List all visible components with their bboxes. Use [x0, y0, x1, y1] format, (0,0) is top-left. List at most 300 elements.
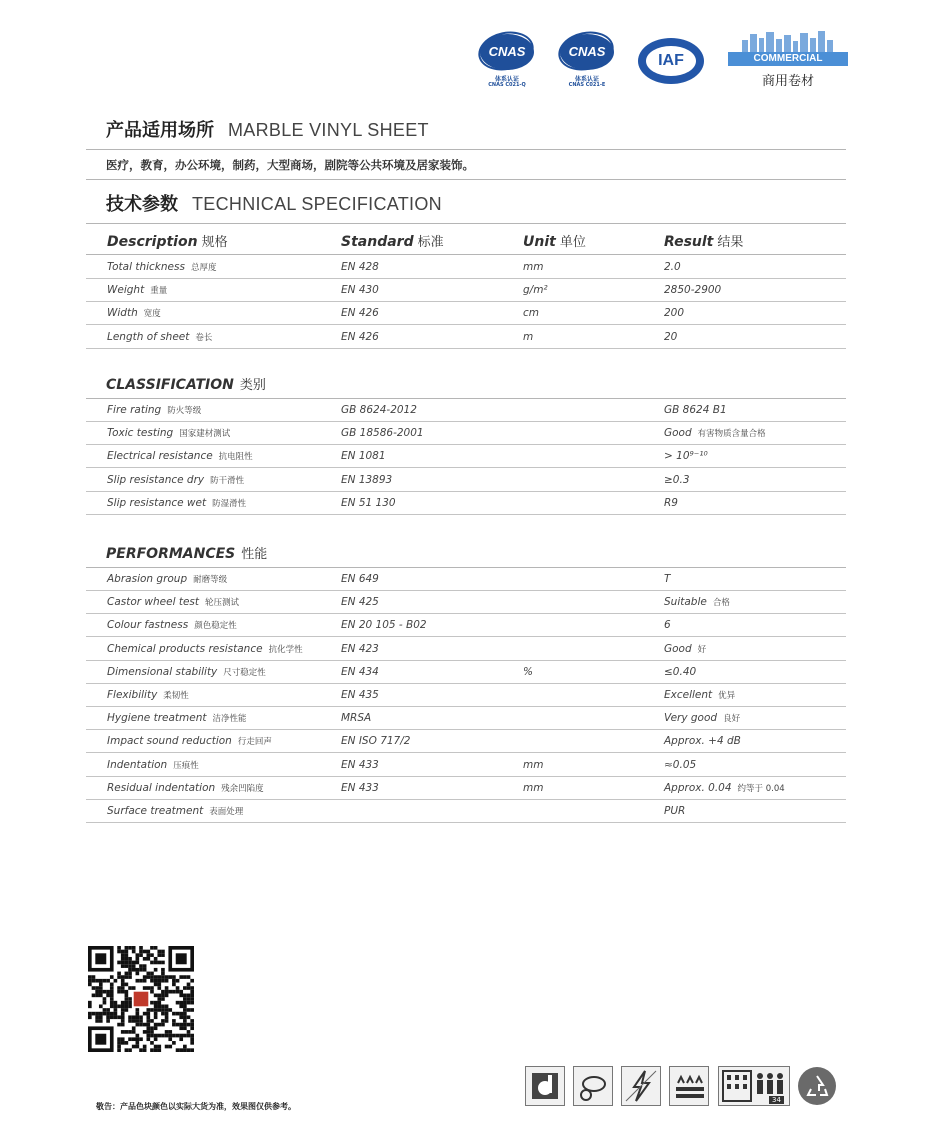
- table-row: [86, 777, 846, 800]
- qr-module: [157, 1045, 161, 1049]
- qr-module: [157, 997, 161, 1001]
- iaf-mark: IAF: [646, 46, 696, 76]
- qr-finder: [176, 953, 187, 964]
- qr-module: [157, 986, 161, 990]
- qr-module: [125, 1001, 129, 1005]
- qr-module: [125, 950, 129, 954]
- qr-module: [154, 1015, 158, 1019]
- qr-module: [157, 975, 161, 979]
- row-result: 2.0: [664, 261, 681, 273]
- qr-logo: [134, 992, 149, 1007]
- qr-module: [128, 1015, 132, 1019]
- qr-module: [99, 1004, 103, 1008]
- antistatic-icon: [621, 1066, 661, 1106]
- row-result: ≈0.05: [664, 758, 697, 771]
- row-result: Approx. 0.04 约等于 0.04: [664, 781, 785, 794]
- qr-module: [132, 946, 136, 950]
- qr-module: [128, 957, 132, 961]
- row-unit: mm: [523, 261, 544, 273]
- qr-module: [179, 994, 183, 998]
- qr-module: [117, 990, 121, 994]
- qr-module: [128, 968, 132, 972]
- qr-module: [114, 1008, 118, 1012]
- table-row: [86, 279, 846, 302]
- qr-module: [136, 1008, 140, 1012]
- qr-module: [125, 1041, 129, 1045]
- qr-module: [157, 983, 161, 987]
- qr-module: [106, 990, 110, 994]
- qr-module: [165, 990, 169, 994]
- header-unit: Unit 单位: [523, 234, 586, 250]
- classification-title: CLASSIFICATION 类别: [106, 377, 266, 393]
- row-unit: m: [523, 330, 534, 343]
- qr-module: [172, 1041, 176, 1045]
- qr-module: [128, 964, 132, 968]
- qr-module: [110, 1001, 114, 1005]
- qr-module: [154, 968, 158, 972]
- qr-module: [128, 946, 132, 950]
- qr-module: [161, 950, 165, 954]
- qr-module: [136, 961, 140, 965]
- commercial-logo: [728, 30, 848, 90]
- qr-module: [106, 1012, 110, 1016]
- qr-module: [146, 975, 150, 979]
- qr-module: [190, 1041, 194, 1045]
- qr-module: [117, 1048, 121, 1052]
- row-description: Weight 重量: [107, 284, 168, 297]
- qr-module: [143, 964, 147, 968]
- qr-module: [103, 979, 107, 983]
- qr-module: [143, 1023, 147, 1027]
- qr-module: [143, 979, 147, 983]
- row-standard: MRSA: [341, 712, 372, 725]
- qr-module: [106, 979, 110, 983]
- stacking-icon: [669, 1066, 709, 1106]
- qr-module: [183, 1026, 187, 1030]
- qr-module: [99, 1019, 103, 1023]
- qr-module: [187, 1023, 191, 1027]
- row-unit: mm: [523, 781, 544, 794]
- qr-module: [114, 1001, 118, 1005]
- qr-module: [146, 1034, 150, 1038]
- qr-module: [121, 1001, 125, 1005]
- row-standard: EN 433: [341, 758, 379, 771]
- qr-module: [146, 957, 150, 961]
- qr-module: [179, 1023, 183, 1027]
- qr-module: [92, 979, 96, 983]
- qr-module: [146, 986, 150, 990]
- row-description: Dimensional stability 尺寸稳定性: [107, 665, 266, 678]
- qr-module: [183, 1034, 187, 1038]
- qr-module: [146, 972, 150, 976]
- qr-module: [132, 1015, 136, 1019]
- qr-module: [146, 1030, 150, 1034]
- qr-module: [121, 986, 125, 990]
- qr-module: [114, 1004, 118, 1008]
- qr-module: [136, 1012, 140, 1016]
- castor-chair-icon: [573, 1066, 613, 1106]
- qr-module: [121, 1030, 125, 1034]
- qr-module: [161, 953, 165, 957]
- qr-module: [139, 946, 143, 950]
- divider: [86, 179, 846, 180]
- qr-module: [88, 1001, 92, 1005]
- qr-module: [146, 950, 150, 954]
- commercial-label: COMMERCIAL: [728, 52, 848, 66]
- table-row: [86, 568, 846, 591]
- qr-module: [121, 961, 125, 965]
- row-unit: %: [523, 665, 533, 678]
- qr-module: [154, 961, 158, 965]
- qr-module: [121, 983, 125, 987]
- row-result: Excellent 优异: [664, 689, 736, 701]
- qr-module: [183, 986, 187, 990]
- divider: [86, 223, 846, 224]
- cnas-e-logo: [558, 32, 618, 92]
- qr-module: [121, 1019, 125, 1023]
- qr-module: [106, 994, 110, 998]
- qr-module: [154, 1045, 158, 1049]
- qr-module: [110, 1012, 114, 1016]
- qr-module: [132, 968, 136, 972]
- qr-module: [95, 986, 99, 990]
- qr-module: [165, 1004, 169, 1008]
- qr-module: [157, 1034, 161, 1038]
- qr-module: [99, 979, 103, 983]
- qr-module: [139, 1048, 143, 1052]
- table-row: [86, 754, 846, 777]
- cnas-q-logo: [478, 32, 538, 92]
- qr-module: [183, 1015, 187, 1019]
- qr-module: [125, 990, 129, 994]
- qr-module: [139, 1023, 143, 1027]
- qr-module: [92, 994, 96, 998]
- qr-module: [146, 1012, 150, 1016]
- qr-module: [187, 986, 191, 990]
- row-description: Width 宽度: [107, 307, 161, 320]
- class-badge: 34: [769, 1096, 784, 1104]
- qr-module: [157, 1001, 161, 1005]
- qr-module: [154, 983, 158, 987]
- qr-module: [117, 1037, 121, 1041]
- qr-module: [150, 953, 154, 957]
- qr-module: [114, 1015, 118, 1019]
- qr-module: [183, 1001, 187, 1005]
- qr-module: [121, 1037, 125, 1041]
- qr-module: [132, 964, 136, 968]
- qr-module: [172, 983, 176, 987]
- qr-module: [168, 975, 172, 979]
- qr-module: [106, 1008, 110, 1012]
- iaf-logo: [638, 38, 704, 84]
- qr-module: [99, 994, 103, 998]
- qr-module: [190, 1001, 194, 1005]
- qr-module: [161, 1034, 165, 1038]
- qr-module: [172, 1019, 176, 1023]
- row-unit: cm: [523, 307, 540, 320]
- row-standard: EN 423: [341, 642, 379, 655]
- qr-module: [136, 968, 140, 972]
- qr-module: [150, 975, 154, 979]
- qr-module: [117, 986, 121, 990]
- qr-module: [128, 1004, 132, 1008]
- qr-module: [132, 1019, 136, 1023]
- table-row: [86, 591, 846, 614]
- qr-module: [143, 957, 147, 961]
- qr-module: [165, 994, 169, 998]
- qr-module: [150, 1026, 154, 1030]
- qr-module: [110, 983, 114, 987]
- qr-module: [179, 1015, 183, 1019]
- qr-module: [179, 990, 183, 994]
- row-standard: EN 20 105 - B02: [341, 619, 427, 632]
- row-description: Castor wheel test 轮压测试: [107, 596, 240, 609]
- qr-module: [125, 1008, 129, 1012]
- table-row: [86, 326, 846, 349]
- qr-module: [157, 950, 161, 954]
- qr-module: [92, 975, 96, 979]
- qr-module: [136, 1034, 140, 1038]
- table-row: [86, 422, 846, 445]
- qr-module: [190, 1048, 194, 1052]
- qr-module: [146, 1015, 150, 1019]
- qr-module: [168, 1037, 172, 1041]
- qr-module: [168, 1034, 172, 1038]
- qr-module: [128, 1001, 132, 1005]
- qr-module: [154, 975, 158, 979]
- qr-module: [132, 1037, 136, 1041]
- qr-module: [128, 997, 132, 1001]
- cnas-e-line2: CNAS C021-E: [568, 82, 606, 88]
- qr-module: [125, 997, 129, 1001]
- qr-module: [150, 1030, 154, 1034]
- qr-module: [183, 1023, 187, 1027]
- qr-module: [150, 1008, 154, 1012]
- qr-module: [114, 979, 118, 983]
- qr-module: [190, 1026, 194, 1030]
- qr-module: [146, 1019, 150, 1023]
- row-description: Slip resistance dry 防干滑性: [107, 473, 245, 486]
- qr-module: [110, 994, 114, 998]
- qr-module: [190, 994, 194, 998]
- qr-module: [121, 953, 125, 957]
- row-result: T: [664, 573, 671, 585]
- qr-module: [146, 1026, 150, 1030]
- qr-module: [165, 1019, 169, 1023]
- qr-module: [150, 1019, 154, 1023]
- qr-module: [136, 1023, 140, 1027]
- qr-module: [103, 1012, 107, 1016]
- qr-module: [190, 1034, 194, 1038]
- qr-module: [161, 968, 165, 972]
- qr-module: [179, 1037, 183, 1041]
- qr-module: [165, 986, 169, 990]
- qr-module: [179, 1012, 183, 1016]
- qr-module: [187, 1008, 191, 1012]
- divider: [86, 149, 846, 150]
- qr-module: [150, 986, 154, 990]
- qr-module: [172, 990, 176, 994]
- qr-module: [128, 986, 132, 990]
- row-result: Approx. +4 dB: [664, 735, 741, 748]
- row-description: Flexibility 柔韧性: [107, 689, 189, 701]
- row-result: Good 好: [664, 642, 707, 655]
- table-row: [86, 800, 846, 823]
- qr-module: [121, 1015, 125, 1019]
- qr-code[interactable]: [88, 946, 194, 1052]
- qr-module: [114, 1012, 118, 1016]
- row-description: Abrasion group 耐磨等级: [107, 573, 228, 585]
- row-standard: EN 51 130: [341, 496, 396, 509]
- qr-module: [157, 1004, 161, 1008]
- qr-module: [154, 1004, 158, 1008]
- qr-module: [128, 972, 132, 976]
- qr-module: [154, 1026, 158, 1030]
- d-quality-icon: [525, 1066, 565, 1106]
- qr-module: [187, 1015, 191, 1019]
- qr-module: [172, 1023, 176, 1027]
- qr-module: [154, 1048, 158, 1052]
- qr-module: [139, 950, 143, 954]
- table-row: [86, 661, 846, 684]
- qr-module: [117, 950, 121, 954]
- qr-module: [190, 1008, 194, 1012]
- qr-module: [157, 979, 161, 983]
- qr-module: [139, 1015, 143, 1019]
- qr-module: [125, 1048, 129, 1052]
- table-row: [86, 614, 846, 637]
- qr-module: [154, 1034, 158, 1038]
- row-standard: GB 8624-2012: [341, 404, 417, 416]
- row-standard: EN 428: [341, 261, 379, 273]
- qr-module: [110, 1004, 114, 1008]
- header-description: Description 规格: [107, 234, 228, 250]
- qr-module: [183, 997, 187, 1001]
- qr-module: [103, 1001, 107, 1005]
- usage-text: 医疗，教育，办公环境，制药，大型商场，剧院等公共环境及居家装饰。: [106, 158, 474, 172]
- qr-module: [154, 994, 158, 998]
- qr-module: [154, 1023, 158, 1027]
- table-row: [86, 445, 846, 468]
- qr-module: [165, 979, 169, 983]
- row-result: > 10⁹⁻¹⁰: [664, 450, 708, 463]
- qr-module: [143, 1048, 147, 1052]
- qr-module: [172, 975, 176, 979]
- qr-module: [110, 986, 114, 990]
- tech-title-cn: 技术参数: [106, 194, 178, 215]
- row-result: 200: [664, 307, 685, 320]
- qr-module: [117, 975, 121, 979]
- qr-module: [150, 1048, 154, 1052]
- table-row: [86, 469, 846, 492]
- row-unit: mm: [523, 758, 544, 771]
- cnas-q-mark: CNAS: [480, 34, 534, 70]
- qr-module: [150, 961, 154, 965]
- qr-module: [139, 964, 143, 968]
- qr-module: [176, 1048, 180, 1052]
- qr-module: [125, 953, 129, 957]
- row-description: Impact sound reduction 行走回声: [107, 735, 272, 748]
- qr-module: [117, 1041, 121, 1045]
- qr-module: [172, 979, 176, 983]
- row-result: 6: [664, 619, 671, 632]
- qr-module: [168, 1008, 172, 1012]
- qr-module: [132, 1026, 136, 1030]
- qr-module: [125, 964, 129, 968]
- qr-module: [187, 983, 191, 987]
- qr-module: [190, 1023, 194, 1027]
- qr-module: [95, 1015, 99, 1019]
- cnas-q-line1: 体系认证: [494, 76, 519, 83]
- table-row: [86, 707, 846, 730]
- qr-module: [117, 1023, 121, 1027]
- qr-module: [179, 975, 183, 979]
- qr-module: [121, 1012, 125, 1016]
- qr-module: [143, 1045, 147, 1049]
- qr-module: [183, 1048, 187, 1052]
- qr-module: [190, 1019, 194, 1023]
- qr-module: [161, 975, 165, 979]
- table-row: [86, 256, 846, 279]
- qr-module: [88, 1012, 92, 1016]
- row-description: Residual indentation 残余凹陷度: [107, 781, 264, 794]
- row-standard: EN 435: [341, 689, 379, 701]
- qr-module: [143, 1030, 147, 1034]
- qr-module: [150, 1034, 154, 1038]
- qr-module: [161, 979, 165, 983]
- row-description: Surface treatment 表面处理: [107, 805, 244, 817]
- qr-module: [187, 997, 191, 1001]
- qr-module: [183, 994, 187, 998]
- qr-module: [95, 990, 99, 994]
- qr-module: [117, 946, 121, 950]
- qr-module: [187, 994, 191, 998]
- qr-module: [176, 1001, 180, 1005]
- qr-module: [110, 1015, 114, 1019]
- qr-module: [117, 961, 121, 965]
- qr-module: [161, 961, 165, 965]
- qr-module: [99, 990, 103, 994]
- row-description: Total thickness 总厚度: [107, 261, 217, 273]
- qr-module: [157, 1008, 161, 1012]
- qr-module: [125, 983, 129, 987]
- qr-module: [95, 994, 99, 998]
- table-row: [86, 492, 846, 515]
- row-result: Very good 良好: [664, 712, 741, 725]
- qr-module: [110, 990, 114, 994]
- qr-module: [125, 1004, 129, 1008]
- row-description: Electrical resistance 抗电阻性: [107, 450, 253, 463]
- qr-module: [136, 1041, 140, 1045]
- row-standard: EN 425: [341, 596, 379, 609]
- qr-module: [121, 1008, 125, 1012]
- city-skyline-icon: [728, 30, 848, 52]
- qr-module: [165, 1015, 169, 1019]
- row-standard: EN 426: [341, 307, 379, 320]
- qr-module: [103, 997, 107, 1001]
- qr-module: [150, 1041, 154, 1045]
- qr-module: [99, 1012, 103, 1016]
- qr-module: [187, 1030, 191, 1034]
- qr-module: [150, 946, 154, 950]
- building-people-icon: [718, 1066, 790, 1106]
- header-result: Result 结果: [664, 234, 744, 250]
- row-standard: EN 430: [341, 284, 379, 297]
- qr-module: [136, 953, 140, 957]
- cnas-e-mark: CNAS: [560, 34, 614, 70]
- qr-module: [125, 994, 129, 998]
- qr-module: [95, 1012, 99, 1016]
